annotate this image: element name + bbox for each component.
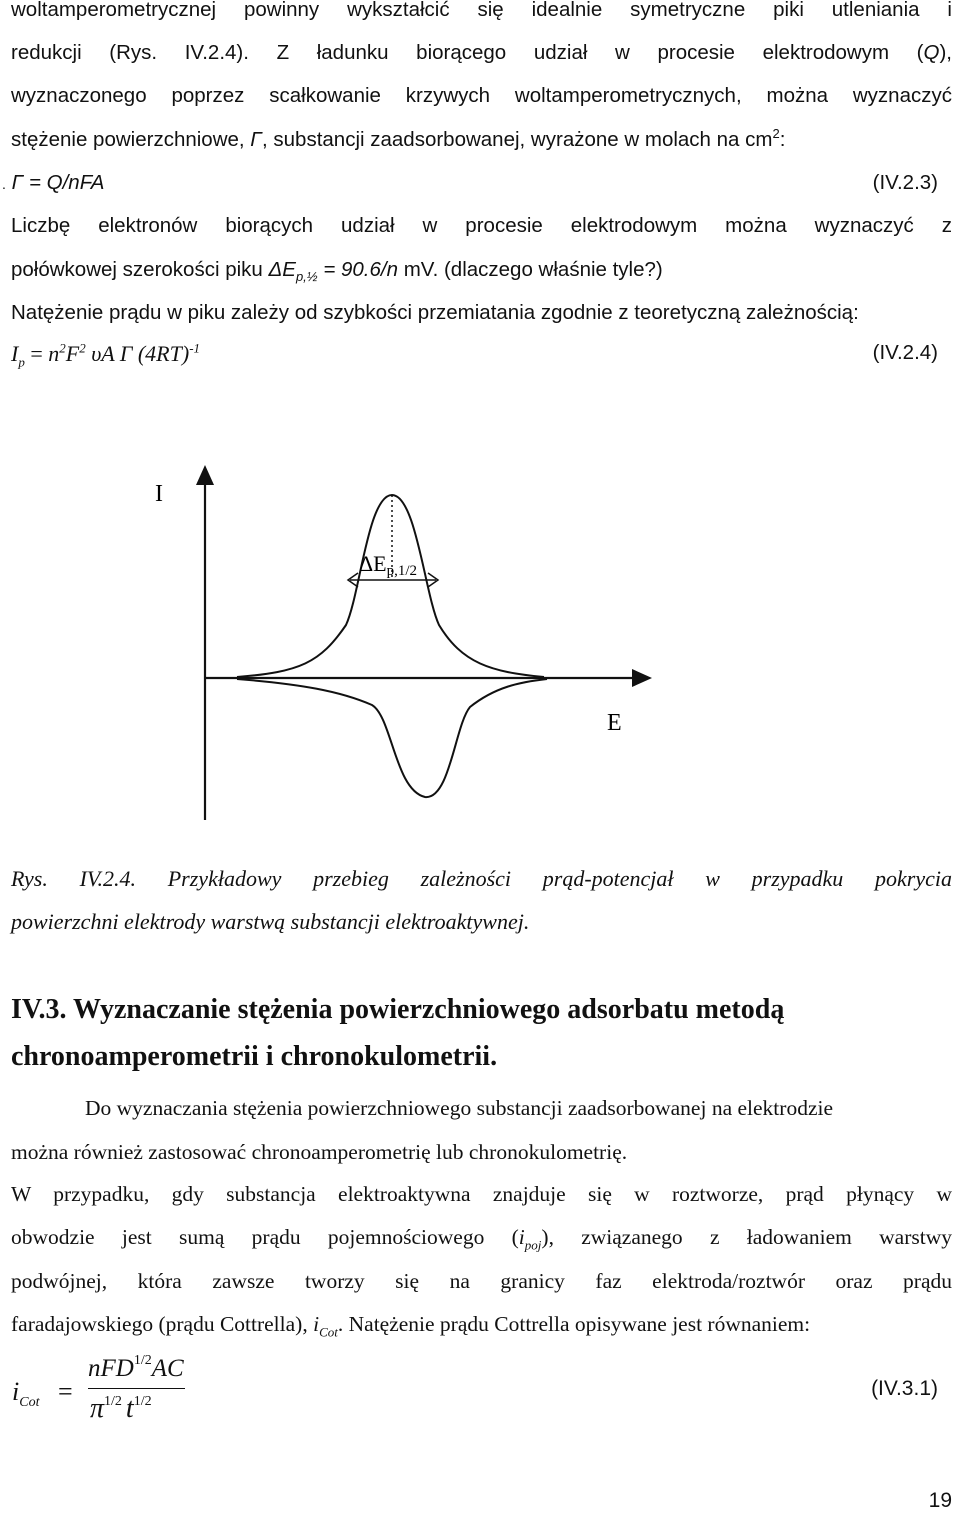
reduction-peak [237,679,547,797]
paragraph2-line1: Liczbę elektronów biorących udział w procesie elektrodowym można wyznaczyć z [11,214,952,237]
y-axis-label: I [155,481,163,507]
oxidation-peak [237,495,544,677]
paragraph5-line4: faradajowskiego (prądu Cottrella), $i_{Cot}$. Natężenie prądu Cottrella opisywane jest równaniem: [11,1312,811,1340]
paragraph4-line1: Do wyznaczania stężenia powierzchniowego substancji zaadsorbowanej na elektrodzie [85,1096,833,1120]
x-axis-label: E [607,710,622,736]
equation-iv-2-3: . Γ = Q/nFA (IV.2.3) [2,171,938,194]
equation-iv-2-4: $I_p = n^2F^2$ υA Γ $(4RT)^{-1}$ (IV.2.4) [11,340,938,370]
fraction-denominator: $\pi^{1/2}$ $t^{1/2}$ [90,1393,152,1424]
paragraph1-line2: redukcji (Rys. IV.2.4). Z ładunku biorącego udział w procesie elektrodowym (Q), [11,41,952,64]
x-axis [205,669,652,687]
equation-number: (IV.2.3) [872,171,938,194]
paragraph1-line1: woltamperometrycznej powinny wykształcić się idealnie symetryczne piki utleniania i [11,0,952,21]
paragraph1-line4: stężenie powierzchniowe, Γ, substancji zaadsorbowanej, wyrażone w molach na $cm^2$: [11,126,786,151]
fraction-bar [88,1388,185,1389]
figure-caption-line1: Rys. IV.2.4. Przykładowy przebieg zależności prąd-potencjał w przypadku pokrycia [11,866,952,891]
figure-caption-line2: powierzchni elektrody warstwą substancji elektroaktywnej. [11,909,530,934]
y-axis [196,465,214,820]
half-width-label: ΔEp,1/2 [359,551,418,579]
paragraph4-line2: można również zastosować chronoamperometrię lub chronokulometrię. [11,1140,628,1164]
fraction-numerator: nFD$^{1/2}$AC [88,1353,184,1382]
equation-iv-3-1: $i_{Cot}$ = nFD$^{1/2}$AC $\pi^{1/2}$ $t^{1/2}$ (IV.3.1) [12,1353,938,1424]
page-number: 19 [928,1489,952,1512]
peak-curve-figure [0,455,960,835]
section-heading-line1: IV.3. Wyznaczanie stężenia powierzchniowego adsorbatu metodą [11,994,785,1025]
paragraph5-line1: W przypadku, gdy substancja elektroaktywna znajduje się w roztworze, prąd płynący w [11,1182,952,1206]
paragraph5-line3: podwójnej, która zawsze tworzy się na granicy faz elektroda/roztwór oraz prądu [11,1269,952,1293]
paragraph1-line3: wyznaczonego poprzez scałkowanie krzywych woltamperometrycznych, można wyznaczyć [11,84,952,107]
section-heading-line2: chronoamperometrii i chronokulometrii. [11,1041,498,1072]
equation-number: (IV.2.4) [872,341,938,364]
paragraph2-line2: połówkowej szerokości piku $\Delta E_{p,\frac{1}{2}} = 90.6/n$ mV. (dlaczego właśnie tyle?) [11,258,663,285]
paragraph5-line2: obwodzie jest sumą prądu pojemnościowego $(i_{poj})$, związanego z ładowaniem warstwy [11,1225,952,1253]
paragraph3-line1: Natężenie prądu w piku zależy od szybkości przemiatania zgodnie z teoretyczną zależnością: [11,301,859,324]
equation-number: (IV.3.1) [871,1377,938,1400]
